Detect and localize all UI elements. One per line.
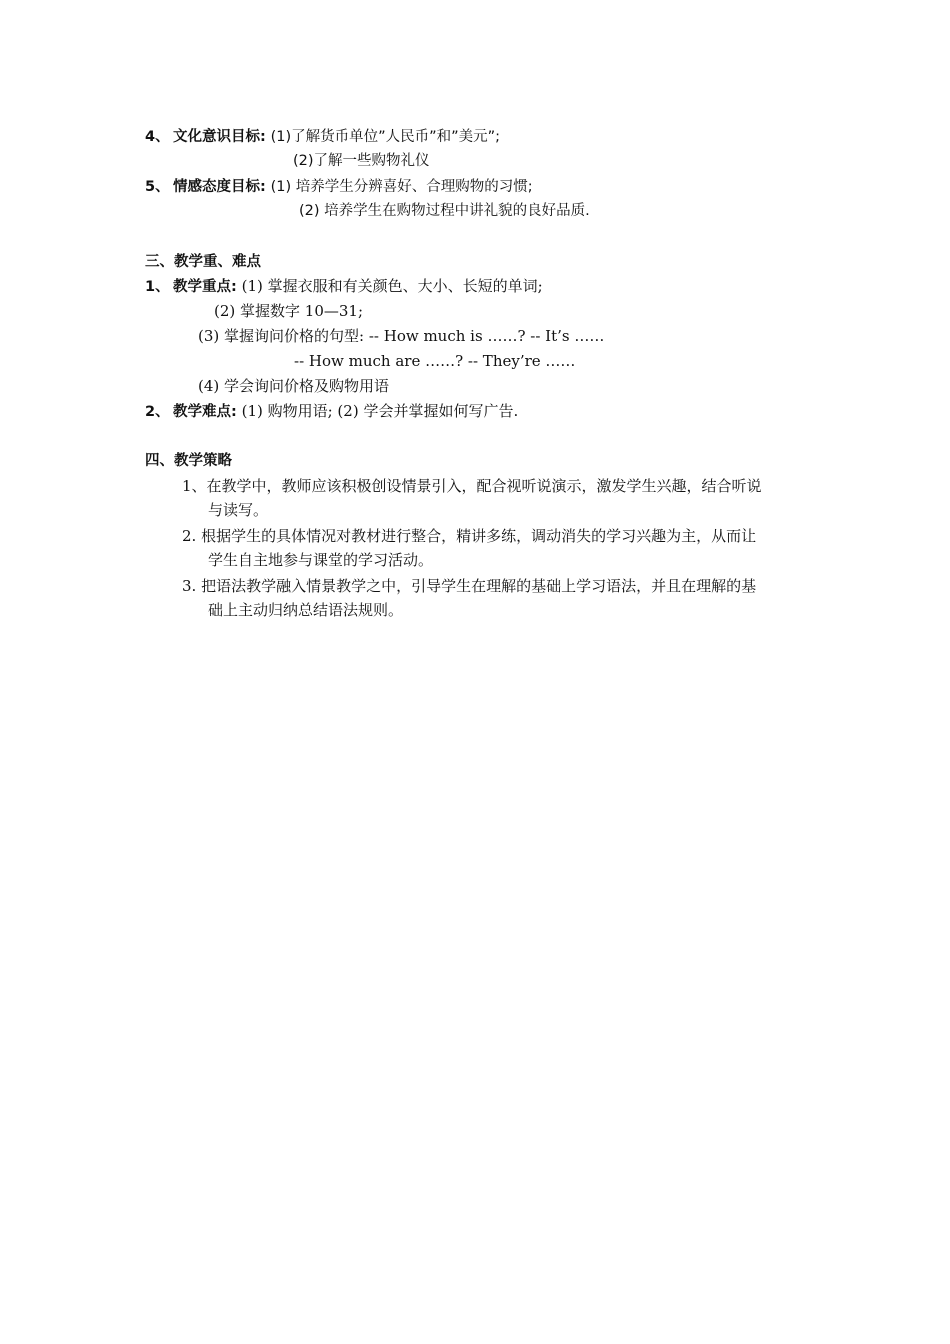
key-points-line	[145, 276, 543, 297]
goal-5-item-1: (1) 培养学生分辨喜好、合理购物的习惯;	[270, 179, 533, 195]
goal-5-number: 5、	[145, 179, 170, 195]
key-points-label: 教学重点:	[173, 279, 237, 295]
key-point-3-continued: -- How much are ……? -- They’re ……	[294, 352, 576, 370]
goal-5-item-2: (2) 培养学生在购物过程中讲礼貌的良好品质.	[299, 203, 590, 219]
goal-5-line	[145, 176, 533, 197]
strategy-1-line-1: 1、在教学中，教师应该积极创设情景引入，配合视听说演示，激发学生兴趣，结合听说	[182, 477, 762, 495]
key-point-4: (4) 学会询问价格及购物用语	[198, 377, 390, 395]
goal-4-line	[145, 126, 500, 147]
key-points-number: 1、	[145, 279, 170, 295]
goal-4-label: 文化意识目标:	[173, 129, 266, 145]
strategy-3-line-2: 础上主动归纳总结语法规则。	[208, 601, 404, 619]
difficult-points-label: 教学难点:	[173, 404, 237, 420]
difficult-points-line	[145, 401, 518, 422]
strategy-3-line-1: 3. 把语法教学融入情景教学之中，引导学生在理解的基础上学习语法，并且在理解的基	[182, 577, 757, 595]
strategy-1-line-2: 与读写。	[208, 501, 269, 519]
key-point-1: (1) 掌握衣服和有关颜色、大小、长短的单词;	[241, 277, 543, 295]
strategy-2-line-1: 2. 根据学生的具体情况对教材进行整合，精讲多练，调动消失的学习兴趣为主，从而让	[182, 527, 757, 545]
goal-4-number: 4、	[145, 129, 170, 145]
section-3-heading: 三、教学重、难点	[145, 254, 261, 270]
difficult-points-number: 2、	[145, 404, 170, 420]
key-point-2: (2) 掌握数字 10—31;	[214, 302, 364, 320]
key-point-3: (3) 掌握询问价格的句型: -- How much is ……? -- It’s ……	[198, 327, 605, 345]
goal-4-item-1: (1)了解货币单位”人民币”和”美元”;	[270, 129, 501, 145]
goal-5-label: 情感态度目标:	[173, 179, 266, 195]
strategy-2-line-2: 学生自主地参与课堂的学习活动。	[208, 551, 434, 569]
goal-4-item-2: (2)了解一些购物礼仪	[293, 153, 430, 169]
difficult-points-text: (1) 购物用语; (2) 学会并掌握如何写广告.	[241, 402, 519, 420]
section-4-heading: 四、教学策略	[145, 453, 232, 469]
